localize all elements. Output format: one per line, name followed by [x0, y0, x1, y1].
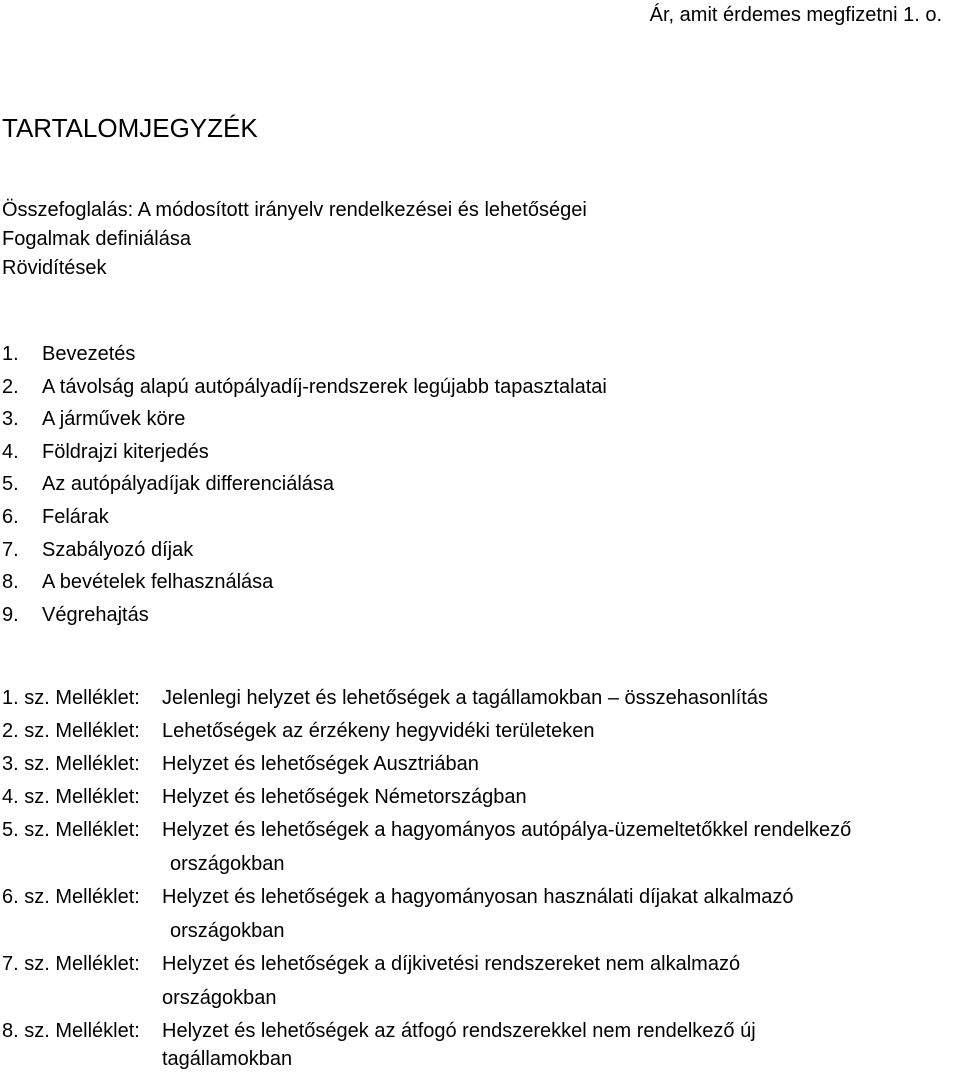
annex-label: 4. sz. Melléklet: — [2, 786, 140, 808]
toc-chapter-item — [2, 439, 607, 472]
toc-chapter-item — [2, 537, 607, 570]
annex-title-continuation: országokban — [162, 987, 277, 1009]
toc-annex-item — [2, 751, 851, 777]
chapter-number: 8. — [2, 571, 19, 594]
annex-title: Helyzet és lehetőségek Ausztriában — [162, 753, 479, 775]
annex-title: Helyzet és lehetőségek Németországban — [162, 786, 527, 808]
chapter-title: Az autópályadíjak differenciálása — [42, 473, 335, 496]
toc-title: TARTALOMJEGYZÉK — [2, 113, 258, 143]
annex-label: 8. sz. Melléklet: — [2, 1020, 140, 1042]
annex-label: 1. sz. Melléklet: — [2, 687, 140, 709]
chapter-number: 1. — [2, 343, 19, 365]
toc-annex-item — [2, 1018, 851, 1072]
toc-intro-item: Rövidítések — [2, 257, 107, 279]
toc-chapter-item — [2, 569, 607, 602]
toc-chapter-item — [2, 406, 607, 439]
toc-annex-item — [2, 685, 851, 711]
chapter-number: 5. — [2, 473, 19, 496]
toc-intro-list — [2, 196, 587, 283]
chapter-title: A járművek köre — [42, 408, 186, 431]
toc-annex-item — [2, 884, 851, 944]
annex-title: Lehetőségek az érzékeny hegyvidéki területeken — [162, 720, 595, 742]
chapter-title: Földrajzi kiterjedés — [42, 440, 209, 463]
chapter-number: 3. — [2, 408, 19, 431]
annex-title: Jelenlegi helyzet és lehetőségek a tagállamokban – összehasonlítás — [162, 687, 768, 709]
toc-chapter-item — [2, 341, 607, 374]
chapter-title: A bevételek felhasználása — [42, 571, 274, 594]
chapter-number: 7. — [2, 538, 19, 561]
chapter-number: 4. — [2, 440, 19, 463]
toc-chapter-item — [2, 602, 607, 635]
toc-annex-item — [2, 951, 851, 1011]
toc-annex-item — [2, 718, 851, 744]
toc-intro-item: Összefoglalás: A módosított irányelv rendelkezései és lehetőségei — [2, 199, 587, 221]
annex-label: 5. sz. Melléklet: — [2, 819, 140, 841]
annex-label: 6. sz. Melléklet: — [2, 886, 140, 908]
toc-chapter-item — [2, 374, 607, 407]
toc-chapter-item — [2, 504, 607, 537]
annex-label: 3. sz. Melléklet: — [2, 753, 140, 775]
chapter-title: A távolság alapú autópályadíj-rendszerek legújabb tapasztalatai — [42, 375, 607, 398]
annex-title-continuation: tagállamokban — [162, 1048, 293, 1070]
annex-title: Helyzet és lehetőségek az átfogó rendszerekkel nem rendelkező új — [162, 1020, 756, 1042]
chapter-title: Bevezetés — [42, 343, 136, 365]
toc-chapter-item — [2, 471, 607, 504]
chapter-number: 9. — [2, 603, 19, 626]
annex-title-continuation: országokban — [170, 920, 285, 942]
toc-annex-item — [2, 817, 851, 877]
annex-title-continuation: országokban — [170, 853, 285, 875]
toc-annex-list — [2, 685, 851, 1072]
annex-label: 7. sz. Melléklet: — [2, 953, 140, 975]
toc-intro-item: Fogalmak definiálása — [2, 228, 191, 250]
chapter-number: 6. — [2, 505, 19, 528]
annex-title: Helyzet és lehetőségek a díjkivetési rendszereket nem alkalmazó — [162, 953, 741, 975]
chapter-title: Szabályozó díjak — [42, 538, 194, 561]
annex-title: Helyzet és lehetőségek a hagyományos autópálya-üzemeltetőkkel rendelkező — [162, 819, 852, 841]
annex-label: 2. sz. Melléklet: — [2, 720, 140, 742]
annex-title: Helyzet és lehetőségek a hagyományosan használati díjakat alkalmazó — [162, 886, 794, 908]
toc-chapter-list — [2, 341, 607, 634]
toc-annex-item — [2, 784, 851, 810]
chapter-title: Felárak — [42, 505, 109, 528]
chapter-title: Végrehajtás — [42, 603, 149, 626]
chapter-number: 2. — [2, 375, 19, 398]
page-header: Ár, amit érdemes megfizetni 1. o. — [649, 4, 942, 26]
